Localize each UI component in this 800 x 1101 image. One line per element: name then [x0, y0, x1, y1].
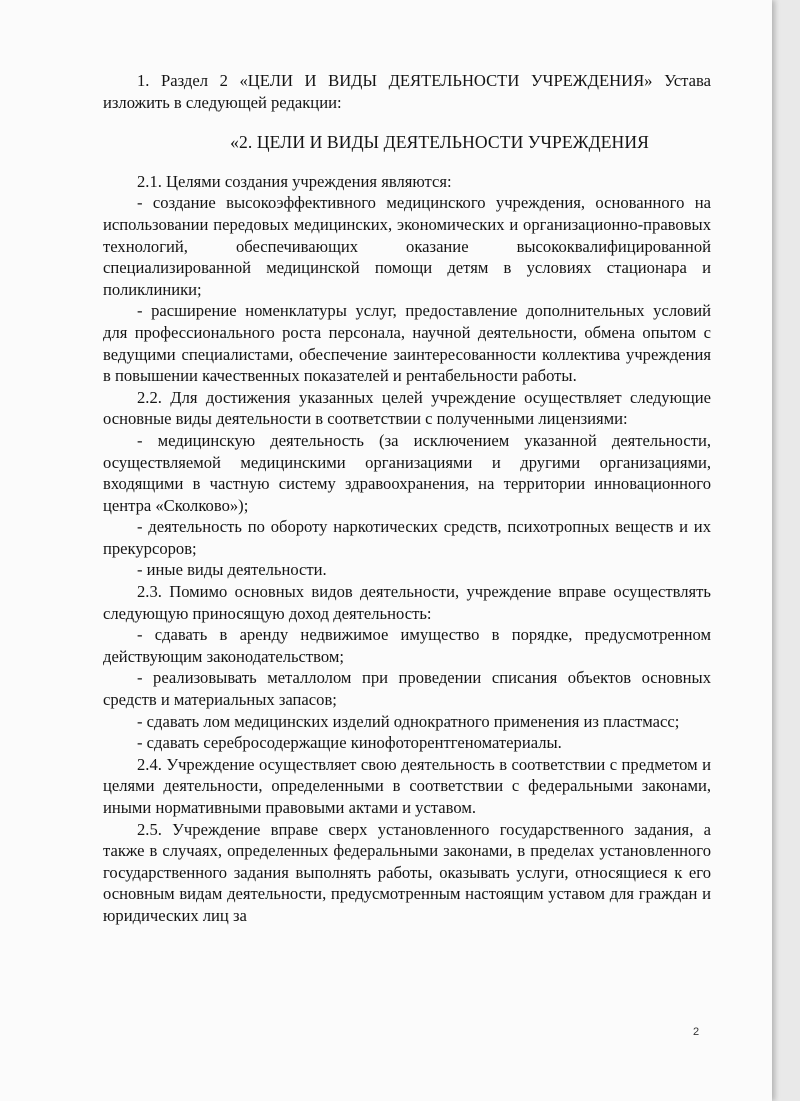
paragraph-activity-2: - деятельность по обороту наркотических средств, психотропных веществ и их прекурсоров;	[103, 517, 711, 558]
page-number: 2	[693, 1026, 700, 1038]
paragraph-income-2: - реализовывать металлолом при проведении списания объектов основных средств и материальных запасов;	[103, 668, 711, 710]
paragraph-2-5: 2.5. Учреждение вправе сверх установленного государственного задания, а также в случаях, определенных федеральными законами, в пределах установленного государственного задания выполнять работы, оказывать услуги, относящиеся к его основным видам деятельности, предусмотренным настоящим уставом для граждан и юридических лиц за	[103, 819, 711, 925]
paragraph-income-4: - сдавать серебросодержащие кинофоторентгеноматериалы.	[137, 733, 562, 753]
paragraph-2-4: 2.4. Учреждение осуществляет свою деятельность в соответствии с предметом и целями деятельности, определенными в соответствии с федеральными законами, иными нормативными правовыми актами и уставом.	[103, 754, 711, 817]
paragraph-goal-2: - расширение номенклатуры услуг, предоставление дополнительных условий для профессионального роста персонала, научной деятельности, обмена опытом с ведущими специалистами, обеспечение заинтересованности коллектива учреждения в повышении качественных показателей и рентабельности работы.	[103, 301, 711, 386]
paragraph-activity-3: - иные виды деятельности.	[137, 560, 327, 580]
paragraph-2-1: 2.1. Целями создания учреждения являются:	[137, 171, 452, 191]
paragraph-2-2: 2.2. Для достижения указанных целей учреждение осуществляет следующие основные виды деятельности в соответствии с полученными лицензиями:	[103, 387, 711, 429]
paragraph-activity-1: - медицинскую деятельность (за исключением указанной деятельности, осуществляемой медицинскими организациями и другими организациями, входящими в частную систему здравоохранения, на территории инновационного центра «Сколково»);	[103, 430, 711, 515]
paragraph-income-3: - сдавать лом медицинских изделий однократного применения из пластмасс;	[137, 711, 680, 731]
section-heading: «2. ЦЕЛИ И ВИДЫ ДЕЯТЕЛЬНОСТИ УЧРЕЖДЕНИЯ	[230, 132, 649, 153]
paragraph-income-1: - сдавать в аренду недвижимое имущество в порядке, предусмотренном действующим законодательством;	[103, 625, 711, 666]
paragraph-goal-1: - создание высокоэффективного медицинского учреждения, основанного на использовании передовых медицинских, экономических и организационно-правовых технологий, обеспечивающих оказание высококвалифицированной специализированной медицинской помощи детям в условиях стационара и поликлиники;	[103, 193, 711, 299]
intro-paragraph: 1. Раздел 2 «ЦЕЛИ И ВИДЫ ДЕЯТЕЛЬНОСТИ УЧРЕЖДЕНИЯ» Устава изложить в следующей редакции:	[103, 71, 711, 112]
paragraph-2-3: 2.3. Помимо основных видов деятельности, учреждение вправе осуществлять следующую приносящую доход деятельность:	[103, 582, 711, 623]
document-body	[103, 70, 711, 927]
